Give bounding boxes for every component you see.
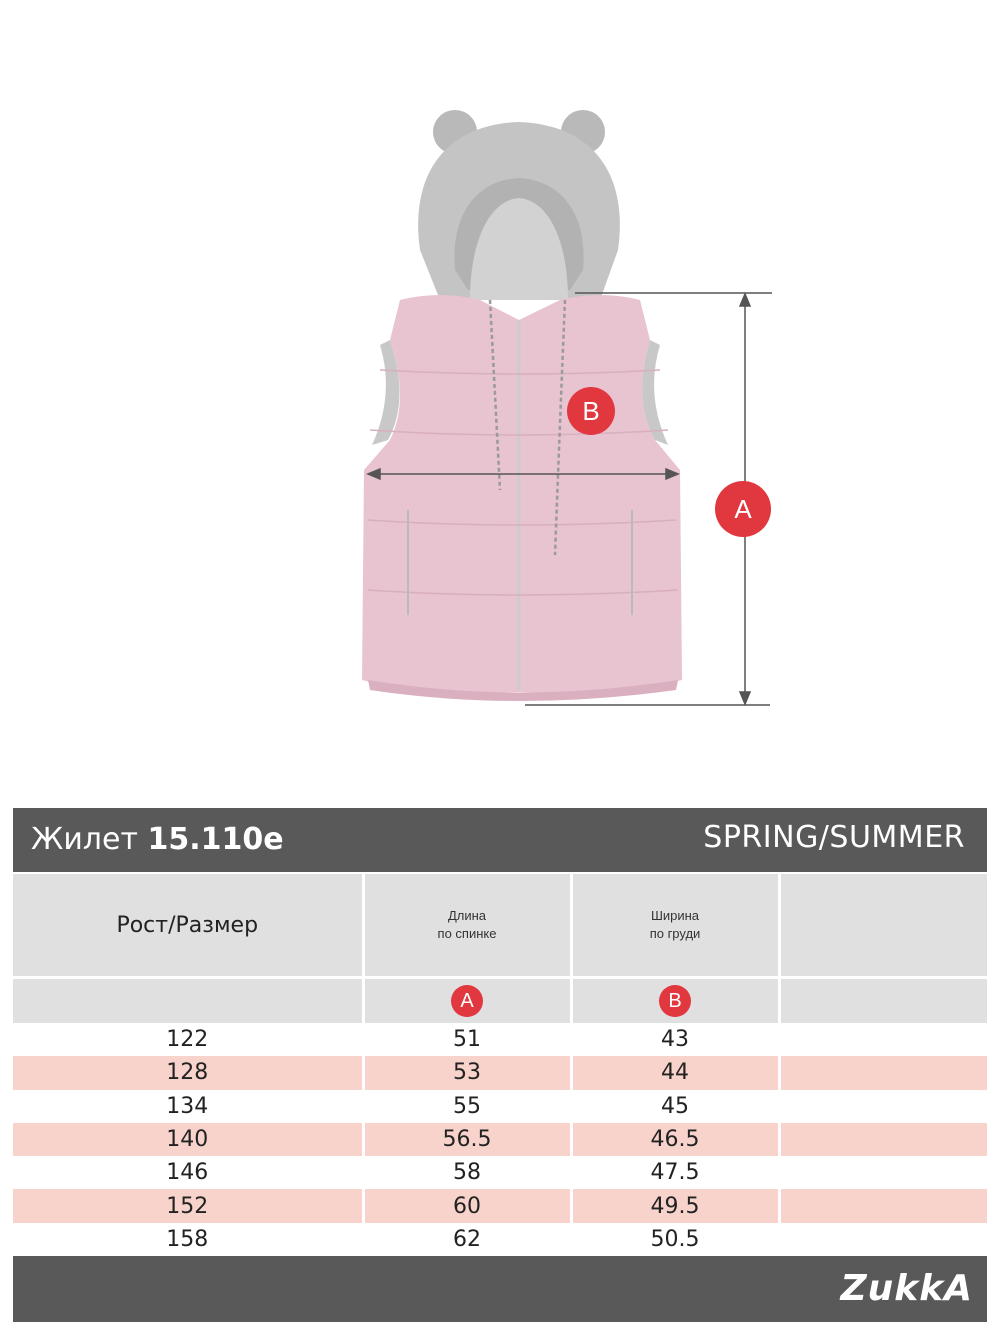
table-row [13,1056,987,1089]
table-row [13,1090,987,1123]
row-header-label: Рост/Размер [13,874,363,978]
column-header-length-line1: Длина [447,908,487,923]
length-cell: 58 [363,1156,571,1189]
badge-a: A [451,985,483,1017]
marker-a [715,481,771,537]
length-cell: 62 [363,1223,571,1256]
column-header-width-line2: по груди [649,926,701,941]
size-cell: 128 [13,1056,363,1089]
size-cell: 140 [13,1123,363,1156]
marker-cell-a [363,978,571,1024]
table-row [13,1123,987,1156]
table-row [13,1189,987,1222]
length-cell: 56.5 [363,1123,571,1156]
column-header-length-line2: по спинке [437,926,497,941]
length-cell: 60 [363,1189,571,1222]
product-title [31,822,284,857]
empty-cell [779,1090,987,1123]
width-cell: 47.5 [571,1156,779,1189]
empty-cell [779,1189,987,1222]
width-cell: 46.5 [571,1123,779,1156]
length-cell: 55 [363,1090,571,1123]
empty-cell [779,1156,987,1189]
width-cell: 50.5 [571,1223,779,1256]
empty-cell [779,1023,987,1056]
footer-bar [13,1256,987,1322]
length-cell: 51 [363,1023,571,1056]
length-cell: 53 [363,1056,571,1089]
column-header-empty [779,874,987,978]
column-header-length [363,874,571,978]
empty-cell [779,1056,987,1089]
table-header-row [13,874,987,978]
product-code: 15.110e [147,822,284,857]
table-row [13,1223,987,1256]
column-header-width-line1: Ширина [650,908,700,923]
product-prefix: Жилет [31,822,138,857]
size-cell: 122 [13,1023,363,1056]
column-header-width [571,874,779,978]
table-row [13,1156,987,1189]
width-cell: 43 [571,1023,779,1056]
size-cell: 152 [13,1189,363,1222]
hood [418,110,620,300]
width-cell: 49.5 [571,1189,779,1222]
svg-text:A: A [734,494,752,524]
vest-body [362,295,682,701]
table-row [13,1023,987,1056]
width-cell: 45 [571,1090,779,1123]
title-bar [13,808,987,872]
svg-text:B: B [582,396,600,426]
brand-logo: ZukkA [840,1268,973,1309]
empty-cell [779,1123,987,1156]
size-cell: 134 [13,1090,363,1123]
size-table [13,874,987,1256]
size-cell: 146 [13,1156,363,1189]
marker-cell-empty [779,978,987,1024]
marker-cell-empty [13,978,363,1024]
marker-cell-b [571,978,779,1024]
marker-b [567,387,615,435]
season-label: SPRING/SUMMER [703,820,965,855]
table-marker-row [13,978,987,1024]
empty-cell [779,1223,987,1256]
size-cell: 158 [13,1223,363,1256]
width-cell: 44 [571,1056,779,1089]
badge-b: B [659,985,691,1017]
